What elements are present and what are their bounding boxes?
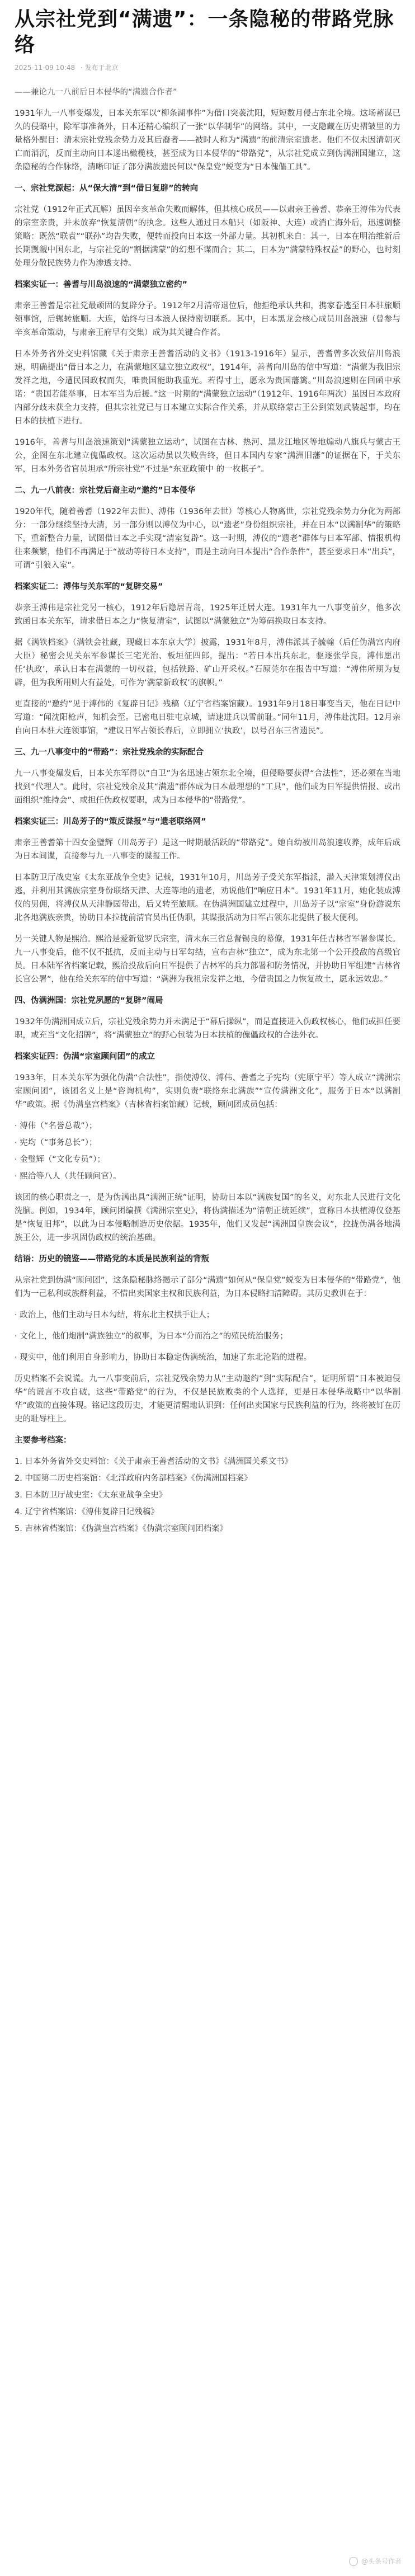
section-heading-2: 二、九一八前夜：宗社党后裔主动“邀约”日本侵华 — [15, 486, 196, 495]
watermark-text: @头条号作者 — [361, 2558, 402, 2565]
conclusion-heading: 结语：历史的镜鉴——带路党的本质是民族利益的背叛 — [15, 1255, 209, 1264]
article-lead: ——兼论九一八前后日本侵华的“满遗合作者” — [15, 88, 177, 97]
paragraph: 另一关键人物是熙洽。熙洽是爱新觉罗氏宗室，清末东三省总督锡良的幕僚，1931年任吉林省军署参谋长。九一八事变后，他不仅不抵抗，反而主动与日军勾结，宣布吉林“独立”，成为东北第一个公开投敌的高级官员。日本陆军省档案记载，熙洽投敌后向日军提供了吉林军的兵力部署和防务情况，并协助日军组建“吉林省长官公署”，他在给关东军的信中写道：“满洲为我祖宗发祥之地，今借贵国之力恢复故土，愿永远效忠。” — [15, 935, 400, 984]
reference-item: 5. 吉林省档案馆：《伪满皇宫档案》《伪满宗室顾问团档案》 — [15, 1524, 228, 1533]
paragraph: 该团的核心职责之一，是为伪满出具“满洲正统”证明，协助日本以“满族复国”的名义，对东北人民进行文化洗脑。例如，1934年，顾问团编撰《满洲宗室史》，将伪满描述为“清朝正统延续”，宣称日本扶植溥仪登基是“恢复旧邦”，以此为日本侵略制造历史依据。1935年，他们又发起“满洲国皇族会议”，拉拢伪满各地满族王公，进一步巩固伪政权的统治基础。 — [15, 1193, 400, 1242]
list-item: · 溥伟（“名誉总裁”）； — [15, 1122, 97, 1131]
paragraph: 更直接的“邀约”见于溥伟的《复辟日记》残稿（辽宁省档案馆藏）。1931年9月18日事变当天，他在日记中写道：“闻沈阳枪声，知机会至。已密电日驻屯京城，请速进兵以雪前耻。”同年11月，溥伟赴沈阳。12月亲自向日本驻大连领事馆，“建议日军占领长春后，立即拥立‘执政’，以号召东三省遗民”。 — [15, 700, 400, 736]
paragraph: · 文化上，他们炮制“满族独立”的叙事，为日本“分而治之”的殖民统治服务； — [15, 1332, 288, 1341]
archive-heading-3: 档案实证三：川岛芳子的“策反谍报”与“遗老联络网” — [15, 817, 206, 826]
paragraph: 1920年代，随着善耆（1922年去世）、溥伟（1936年去世）等核心人物离世，宗社党残余势力分化为两部分：一部分继续坚持大清，另一部分则以溥仪为中心，以“遗老”身份组织宗社，并在日本“以满制华”的策略下，重新整合力量，试图借日本之手实现“清室复辟”。这一时期，溥仪的“遗老”群体与日本军部、情报机构往来频繁，他们不再满足于“被动等待日本支持”，而是主动向日本提出“合作条件”，甚至要求日本“出兵”，可谓“引狼入室”。 — [15, 507, 400, 570]
paragraph: 宗社党（1912年正式瓦解）虽因辛亥革命失败而解体，但其核心成员——以肃亲王善耆、恭亲王溥伟为代表的宗室亲贵，并未放弃“恢复清朝”的执念。这些人通过日本船只（如阪神、大连）或消亡海外后，迅速调整策略：既然“联袁”“联孙”均告失败，便转而投向日本这一外部力量。其初机来自：其一，日本在明治维新后长期觊觎中国东北，与宗社党的“割据满蒙”的幻想不谋而合；其二，日本为“满蒙特殊权益”的野心，也时刻处理分散民族势力作为渗透支持。 — [15, 205, 400, 268]
references-list — [15, 1455, 400, 1536]
references-heading: 主要参考档案： — [15, 1436, 72, 1445]
paragraph: 1932年伪满洲国成立后，宗社党残余势力并未满足于“幕后操纵”，而是直接进入伪政权核心，他们或担任要职，或充当“文化招牌”，将“满蒙独立”的野心包装为日本扶植的傀儡政权的合法外衣。 — [15, 1018, 400, 1040]
section-heading-1: 一、宗社党源起：从“保大清”到“借日复辟”的转向 — [15, 184, 199, 193]
publish-source: · 发布于北京 — [80, 64, 119, 72]
paragraph: 据《满铁档案》（满铁会社藏，现藏日本东京大学）披露，1931年8月，溥伟派其子毓翰（后任伪满宫内府大臣）秘密会见关东军参谋长三宅光治、板垣征四郎，提出：“若日本出兵东北，驱逐张学良，溥伟愿出任‘执政’，承认日本在满蒙的一切权益，包括铁路、矿山开采权。”石原莞尔在报告中写道：“溥伟所期为复辟，但为我所用则大有益处，可作为‘满蒙新政权’的旗帜。” — [15, 638, 400, 687]
article-body — [15, 86, 400, 1536]
list-item: · 熙洽等八人（共任顾问官）。 — [15, 1172, 121, 1181]
list-item: · 金璧辉（“文化专员”）； — [15, 1155, 105, 1164]
reference-item: 2. 中国第二历史档案馆：《北洋政府内务部档案》《伪满洲国档案》 — [15, 1474, 252, 1483]
paragraph: 1916年，善耆与川岛浪速策划“满蒙独立运动”，试图在吉林、热河、黑龙江地区等地煽动八旗兵与蒙古王公，企图在东北建立傀儡政权。这次运动虽以失败告终，但日本国内专家“满洲旧藩”的证据在下，于关东军，日本外务省官员坦承“所宗社党”不过是“东亚政策中 的一枚棋子”。 — [15, 438, 400, 474]
section-heading-4: 四、伪满洲国：宗社党夙愿的“复辟”闹局 — [15, 996, 163, 1005]
paragraph: 历史档案不会说谎。九一八事变前后，宗社党残余势力从“主动邀约”到“实际配合”，证明所谓“日本被迫侵华”的谎言不攻自破，这些“带路党”的行为，不仅是民族败类的个人选择，更是日本侵华战略中“以华制华”政策的直接体现。铭记这段历史，才能更清醒地认识到：任何出卖国家与民族利益的行为，终将被钉在历史的耻辱柱上。 — [15, 1374, 400, 1424]
archive-heading-4: 档案实证四：伪满“宗室顾问团”的成立 — [15, 1052, 155, 1061]
paragraph: · 政治上，他们主动与日本勾结，将东北主权拱手让人； — [15, 1311, 215, 1320]
author-icon — [349, 2557, 358, 2566]
archive-heading-2: 档案实证二：溥伟与关东军的“复辟交易” — [15, 582, 163, 591]
publish-date: 2025-11-09 10:48 — [15, 64, 76, 72]
paragraph: 1931年九一八事变爆发，日本关东军以“柳条湖事件”为借口突袭沈阳，短短数月侵占东北全境。这场蓄谋已久的侵略中，除军事准备外，日本还精心编织了一张“以华制华”的网络。其中，一支隐藏在历史褶皱里的力量格外醒目：清末宗社党残余势力及其后裔者——被时人称为“满遗”的前清宗室遗老。他们不仅未因清朝灭亡而消沉，反而主动向日本递出橄榄枝，甚至成为日本侵华的“带路党”，从宗社党成立到伪满洲国建立，这条隐秘的合作脉络，清晰印证了部分满族遗民何以“保皇党”蜕变为“日本傀儡工具”。 — [15, 109, 400, 172]
paragraph: 日本外务省外交史料馆藏《关于肃亲王善耆活动的文书》（1913-1916年）显示，善耆曾多次致信川岛浪速，明确提出“借日本之力，在满蒙地区建立独立政权”，1914年，善耆向川岛的信中写道：“满蒙为我旧宗发祥之地，今遭民国政权而失，唯贵国能助我重光。若得寸土，愿永为贵国藩篱。”川岛浪速则在回函中承诺：“贵国若能举事，日本军当为后援。”这一时期的“满蒙独立运动”（1912年、1916年两次）虽因日本政府内部分歧未获全力支持，但其宗社党已与日本建立实际合作关系，并从联络蒙古王公到策划武装起事，均在日本的扶植下进行。 — [15, 350, 400, 426]
reference-item: 3. 日本防卫厅战史室：《太东亚战争全史》 — [15, 1491, 167, 1500]
paragraph: · 现实中，他们利用自身影响力，协助日本稳定伪满统治，加速了东北沦陷的进程。 — [15, 1353, 312, 1362]
reference-item: 4. 辽宁省档案馆：《溥伟复辟日记残稿》 — [15, 1508, 159, 1517]
archive-heading-1: 档案实证一：善耆与川岛浪速的“满蒙独立密约” — [15, 280, 188, 289]
paragraph: 从宗社党到伪满“顾问团”，这条隐秘脉络揭示了部分“满遗”如何从“保皇党”蜕变为日本侵华的“带路党”，他们为一己私利或族群利益，不惜出卖国家主权和民族利益，为日本侵略扫清障碍。其历史教训在于： — [15, 1276, 400, 1298]
member-list — [15, 1119, 400, 1183]
section-heading-3: 三、九一八事变中的“带路”：宗社党残余的实际配合 — [15, 748, 204, 757]
reference-item: 1. 日本外务省外交史料馆：《关于肃亲王善耆活动的文书》《满洲国关系文书》 — [15, 1457, 293, 1466]
watermark — [349, 2556, 402, 2566]
paragraph: 1933年，日本关东军为强化伪满“合法性”，指使溥仪、溥伟、善耆之子宪均（宪原宁平）等人成立“满洲宗室顾问团”，该团名义上是“咨询机构”，实则负责“联络东北满族”“宣传满洲文化”，服务于日本“以满制华”政策。据《伪满皇宫档案》（吉林省档案馆藏）记载，顾问团成员包括： — [15, 1073, 400, 1109]
article-title: 从宗社党到“满遗”：一条隐秘的带路党脉络 — [15, 8, 394, 56]
paragraph: 九一八事变爆发后，日本关东军得以“自卫”为名迅速占领东北全境，但侵略要获得“合法性”，还必须在当地找到“代理人”。此时，宗社党残余及其“满遗”群体成为日本最理想的“工具”，他们或为日军提供情报、或出面组织“维持会”、或担任伪政权要职，成为日本侵华的“带路党”。 — [15, 769, 400, 805]
article-meta — [15, 63, 400, 72]
paragraph: 肃亲王善耆是宗社党最顽固的复辟分子。1912年2月清帝退位后，他拒绝承认共和，携家眷逃至日本驻旅顺领事馆，后辗转旅顺。大连，始终与日本浪人保持密切联系。其中，日本黑龙会核心成员川岛浪速（曾参与辛亥革命策动，与肃亲王府早有交集）成为其关键合作者。 — [15, 302, 400, 337]
paragraph: 肃亲王善耆第十四女金璧辉（川岛芳子）是这一时期最活跃的“带路党”。她自幼被川岛浪速收养，成年后成为日本间谍，直接参与九一八事变的谍报工作。 — [15, 839, 400, 861]
paragraph: 日本防卫厅战史室《太东亚战争全史》记载，1931年10月，川岛芳子受关东军指派，潜入天津策划溥仪出逃，并利用其满族宗室身份联络天津、大连等地的遗老，劝说他们“响应日本”。1931年11月，她化装成溥仪的男佣，将溥仪从天津静园带出，后又转至旅顺。在伪满洲国建立过程中，川岛芳子以“宗室”身份游说东北各地满族亲贵，协助日本拉拢前清官员出任伪职，其谍报活动为日军占领东北提供了极大便利。 — [15, 873, 400, 922]
paragraph: 恭亲王溥伟是宗社党另一核心，1912年后隐居青岛，1925年迁居大连。1931年九一八事变前夕，他多次致函日本关东军，请求借日本之力“恢复清室”，试图以“满蒙独立”为筹码换取日本支持。 — [15, 604, 400, 626]
list-item: · 宪均（“事务总长”）； — [15, 1138, 97, 1147]
